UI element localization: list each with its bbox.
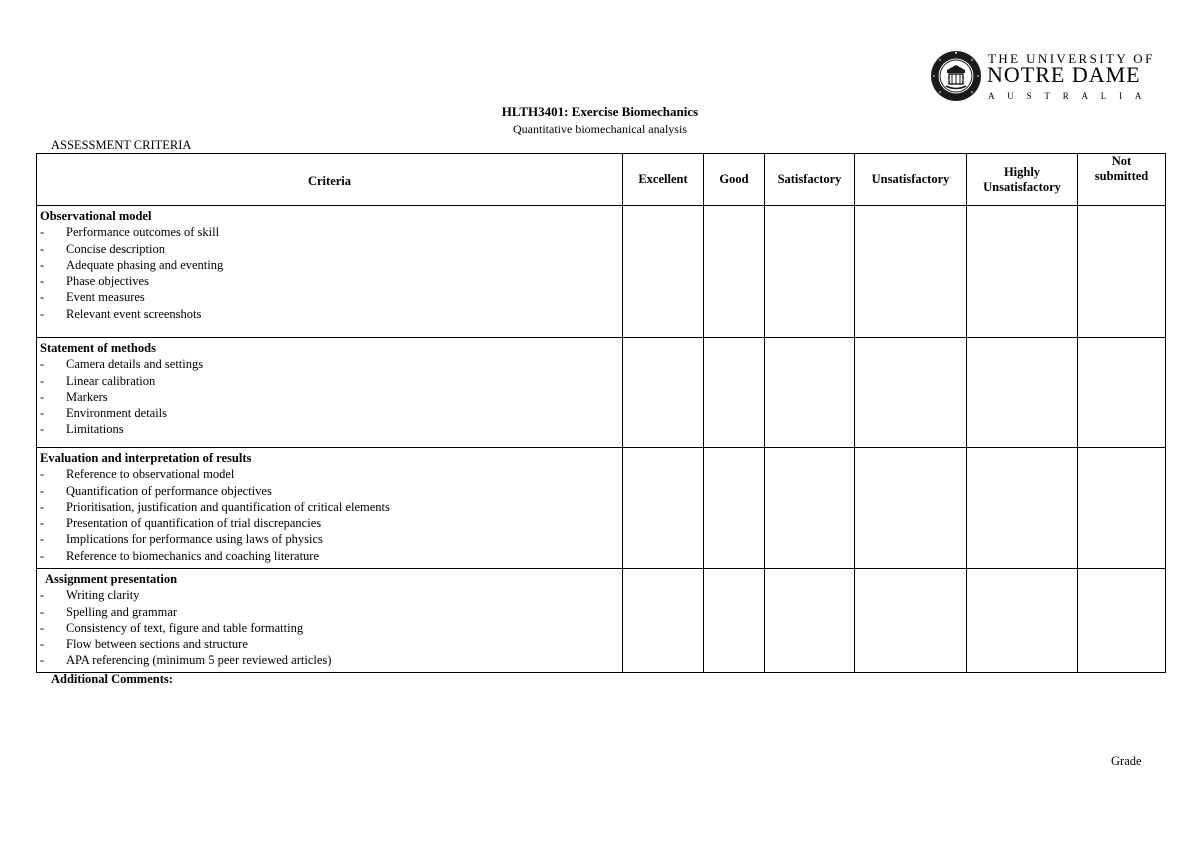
- criteria-item-text: Camera details and settings: [66, 357, 204, 372]
- bullet-dash: -: [40, 588, 45, 603]
- header-not-submitted: [1078, 154, 1166, 206]
- rating-cell-not-submitted[interactable]: [1078, 448, 1166, 569]
- bullet-dash: -: [40, 274, 45, 289]
- criteria-item: [40, 257, 620, 273]
- criteria-item-text: Phase objectives: [66, 274, 149, 289]
- header-excellent: Excellent: [623, 154, 704, 206]
- bullet-dash: -: [40, 241, 45, 256]
- criteria-item: [40, 636, 620, 652]
- rating-cell-unsatisfactory[interactable]: [855, 448, 967, 569]
- criteria-item-text: Spelling and grammar: [66, 604, 178, 619]
- bullet-dash: -: [40, 467, 45, 482]
- bullet-dash: -: [40, 604, 45, 619]
- bullet-dash: -: [40, 306, 45, 321]
- rating-cell-satisfactory[interactable]: [765, 569, 855, 673]
- assessment-rubric-table: [36, 153, 1166, 673]
- criteria-item-text: Quantification of performance objectives: [66, 483, 272, 498]
- criteria-item: [40, 652, 620, 668]
- rating-cell-satisfactory[interactable]: [765, 338, 855, 448]
- rating-cell-unsatisfactory[interactable]: [855, 569, 967, 673]
- criteria-item: [40, 604, 620, 620]
- rating-cell-satisfactory[interactable]: [765, 448, 855, 569]
- criteria-cell: [37, 338, 623, 448]
- rating-cell-unsatisfactory[interactable]: [855, 338, 967, 448]
- document-title: HLTH3401: Exercise Biomechanics: [501, 104, 699, 119]
- rating-cell-good[interactable]: [704, 448, 765, 569]
- criteria-item: [40, 373, 620, 389]
- document-subtitle: Quantitative biomechanical analysis: [513, 122, 687, 136]
- rating-cell-excellent[interactable]: [623, 569, 704, 673]
- criteria-cell: [37, 206, 623, 338]
- criteria-item-text: Reference to observational model: [66, 467, 235, 482]
- criteria-item-text: Markers: [66, 389, 108, 404]
- criteria-item-text: Presentation of quantification of trial discrepancies: [66, 516, 322, 531]
- criteria-item: [40, 389, 620, 405]
- header-highly-line2: Unsatisfactory: [983, 179, 1061, 194]
- bullet-dash: -: [40, 637, 45, 652]
- bullet-dash: -: [40, 290, 45, 305]
- rating-cell-excellent[interactable]: [623, 338, 704, 448]
- header-unsatisfactory: Unsatisfactory: [855, 154, 967, 206]
- criteria-item: [40, 289, 620, 305]
- criteria-item: [40, 405, 620, 421]
- bullet-dash: -: [40, 257, 45, 272]
- criteria-item-text: Adequate phasing and eventing: [66, 257, 224, 272]
- university-seal-icon: [930, 50, 982, 102]
- bullet-dash: -: [40, 483, 45, 498]
- header-not-line1: Not: [1111, 154, 1132, 168]
- rating-cell-good[interactable]: [704, 569, 765, 673]
- bullet-dash: -: [40, 548, 45, 563]
- criteria-item: [40, 224, 620, 240]
- criteria-item-text: Linear calibration: [66, 373, 156, 388]
- criteria-item-text: Writing clarity: [66, 588, 140, 603]
- bullet-dash: -: [40, 406, 45, 421]
- bullet-dash: -: [40, 516, 45, 531]
- criteria-item: [40, 483, 620, 499]
- criteria-item: [40, 466, 620, 482]
- criteria-row: [37, 338, 1166, 448]
- criteria-item-text: Prioritisation, justification and quantification of critical elements: [66, 499, 390, 514]
- criteria-title: Statement of methods: [40, 341, 156, 355]
- bullet-dash: -: [40, 373, 45, 388]
- rating-cell-not-submitted[interactable]: [1078, 338, 1166, 448]
- bullet-dash: -: [40, 357, 45, 372]
- criteria-item-text: Event measures: [66, 290, 145, 305]
- header-good: Good: [704, 154, 765, 206]
- logo-line-university-of: THE UNIVERSITY OF: [988, 51, 1155, 66]
- header-highly-line1: Highly: [1003, 164, 1041, 179]
- header-criteria: Criteria: [37, 154, 623, 206]
- rating-cell-unsatisfactory[interactable]: [855, 206, 967, 338]
- section-label: ASSESSMENT CRITERIA: [51, 138, 192, 152]
- criteria-title: Observational model: [40, 209, 152, 223]
- bullet-dash: -: [40, 225, 45, 240]
- criteria-item-text: Consistency of text, figure and table formatting: [66, 620, 304, 635]
- criteria-item: [40, 620, 620, 636]
- criteria-item-text: Relevant event screenshots: [66, 306, 202, 321]
- rating-cell-highly-unsatisfactory[interactable]: [967, 206, 1078, 338]
- header-highly-unsatisfactory: [967, 154, 1078, 206]
- criteria-item: [40, 356, 620, 372]
- criteria-item-text: Reference to biomechanics and coaching literature: [66, 548, 320, 563]
- bullet-dash: -: [40, 653, 45, 668]
- criteria-row: [37, 448, 1166, 569]
- criteria-item: [40, 587, 620, 603]
- criteria-row: [37, 569, 1166, 673]
- criteria-item: [40, 421, 620, 437]
- criteria-item-text: APA referencing (minimum 5 peer reviewed articles): [66, 653, 332, 668]
- rating-cell-not-submitted[interactable]: [1078, 569, 1166, 673]
- criteria-item: [40, 515, 620, 531]
- rating-cell-highly-unsatisfactory[interactable]: [967, 448, 1078, 569]
- rating-cell-highly-unsatisfactory[interactable]: [967, 338, 1078, 448]
- rating-cell-satisfactory[interactable]: [765, 206, 855, 338]
- criteria-title: Evaluation and interpretation of results: [40, 451, 252, 465]
- criteria-item: [40, 306, 620, 322]
- rating-cell-excellent[interactable]: [623, 448, 704, 569]
- bullet-dash: -: [40, 620, 45, 635]
- header-not-line2: submitted: [1094, 169, 1149, 183]
- rating-cell-good[interactable]: [704, 206, 765, 338]
- criteria-item: [40, 531, 620, 547]
- criteria-item-text: Implications for performance using laws of physics: [66, 532, 323, 547]
- criteria-item-text: Limitations: [66, 422, 124, 437]
- bullet-dash: -: [40, 389, 45, 404]
- criteria-item: [40, 499, 620, 515]
- rating-cell-good[interactable]: [704, 338, 765, 448]
- grade-label: Grade: [1111, 754, 1142, 768]
- rating-cell-not-submitted[interactable]: [1078, 206, 1166, 338]
- rating-cell-excellent[interactable]: [623, 206, 704, 338]
- header-satisfactory: Satisfactory: [765, 154, 855, 206]
- criteria-item-text: Environment details: [66, 406, 168, 421]
- additional-comments-label: Additional Comments:: [51, 672, 173, 686]
- criteria-item-text: Performance outcomes of skill: [66, 225, 220, 240]
- criteria-row: [37, 206, 1166, 338]
- bullet-dash: -: [40, 532, 45, 547]
- criteria-cell: [37, 569, 623, 673]
- university-logo: [930, 50, 1155, 104]
- criteria-item: [40, 273, 620, 289]
- table-header-row: [37, 154, 1166, 206]
- criteria-title: Assignment presentation: [45, 572, 178, 586]
- logo-line-australia: AUSTRALIA: [988, 91, 1155, 101]
- bullet-dash: -: [40, 499, 45, 514]
- criteria-item: [40, 548, 620, 564]
- logo-line-notre-dame: NOTRE DAME: [987, 62, 1141, 87]
- criteria-cell: [37, 448, 623, 569]
- criteria-item-text: Concise description: [66, 241, 165, 256]
- bullet-dash: -: [40, 422, 45, 437]
- criteria-item-text: Flow between sections and structure: [66, 637, 248, 652]
- rating-cell-highly-unsatisfactory[interactable]: [967, 569, 1078, 673]
- criteria-item: [40, 241, 620, 257]
